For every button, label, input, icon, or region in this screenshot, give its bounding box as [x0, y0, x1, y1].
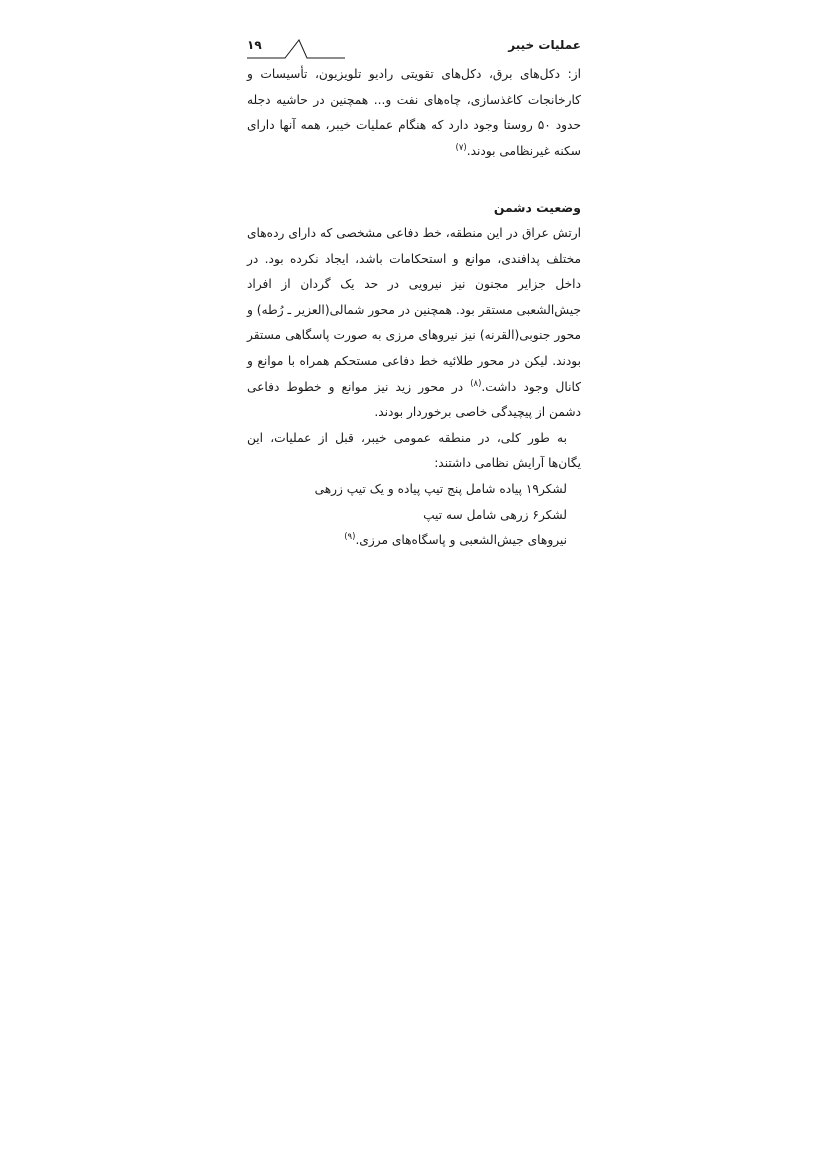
unit-list-item	[247, 528, 567, 554]
page-number: ۱۹	[247, 38, 262, 52]
unit-text: لشکر۶ زرهی شامل سه تیپ	[423, 507, 567, 522]
running-title: عملیات خیبر	[508, 38, 581, 52]
running-head	[247, 36, 581, 60]
intro-text: از: دکل‌های برق، دکل‌های تقویتی رادیو تلویزیون، تأسیسات و کارخانجات کاغذسازی، چاه‌های نفت و... همچنین در حاشیه دجله حدود ۵۰ روستا وجود دارد که هنگام عملیات خیبر، همه آنها دارای سکنه غیرنظامی بودند.	[247, 67, 581, 158]
section-heading: وضعیت دشمن	[493, 200, 581, 216]
footnote-marker-9: (۹)	[344, 532, 356, 543]
footnote-marker-7: (۷)	[455, 142, 467, 153]
footnote-marker-8: (۸)	[470, 378, 482, 389]
unit-text: لشکر۱۹ پیاده شامل پنج تیپ پیاده و یک تیپ زرهی	[314, 481, 567, 496]
book-page	[247, 36, 581, 554]
deployment-intro-paragraph: به طور کلی، در منطقه عمومی خیبر، قبل از عملیات، این یگان‌ها آرایش نظامی داشتند:	[247, 430, 581, 471]
unit-list-item	[247, 477, 567, 503]
enemy-status-text: ارتش عراق در این منطقه، خط دفاعی مشخصی که دارای رده‌های مختلف پدافندی، موانع و استحکامات باشد، ایجاد نکرده بود. در داخل جزایر مجنون نیز نیرویی در حد یک گردان از افراد جیش‌الشعبی مستقر بود. همچنین در محور شمالی(العزیر ـ رُطه) و محور جنوبی(القرنه) نیز نیروهای مرزی به صورت پاسگاهی مستقر بودند. لیکن در محور طلائیه خط دفاعی مستحکم همراه با موانع و کانال وجود داشت.	[247, 225, 581, 394]
enemy-status-continuation: در محور زید نیز موانع و خطوط دفاعی دشمن از پیچیدگی خاصی برخوردار بودند.	[247, 379, 581, 420]
unit-text: نیروهای جیش‌الشعبی و پاسگاه‌های مرزی.	[355, 533, 567, 548]
intro-paragraph	[247, 62, 581, 164]
unit-list-item	[247, 503, 567, 529]
unit-list	[247, 477, 581, 554]
enemy-status-paragraph	[247, 221, 581, 426]
